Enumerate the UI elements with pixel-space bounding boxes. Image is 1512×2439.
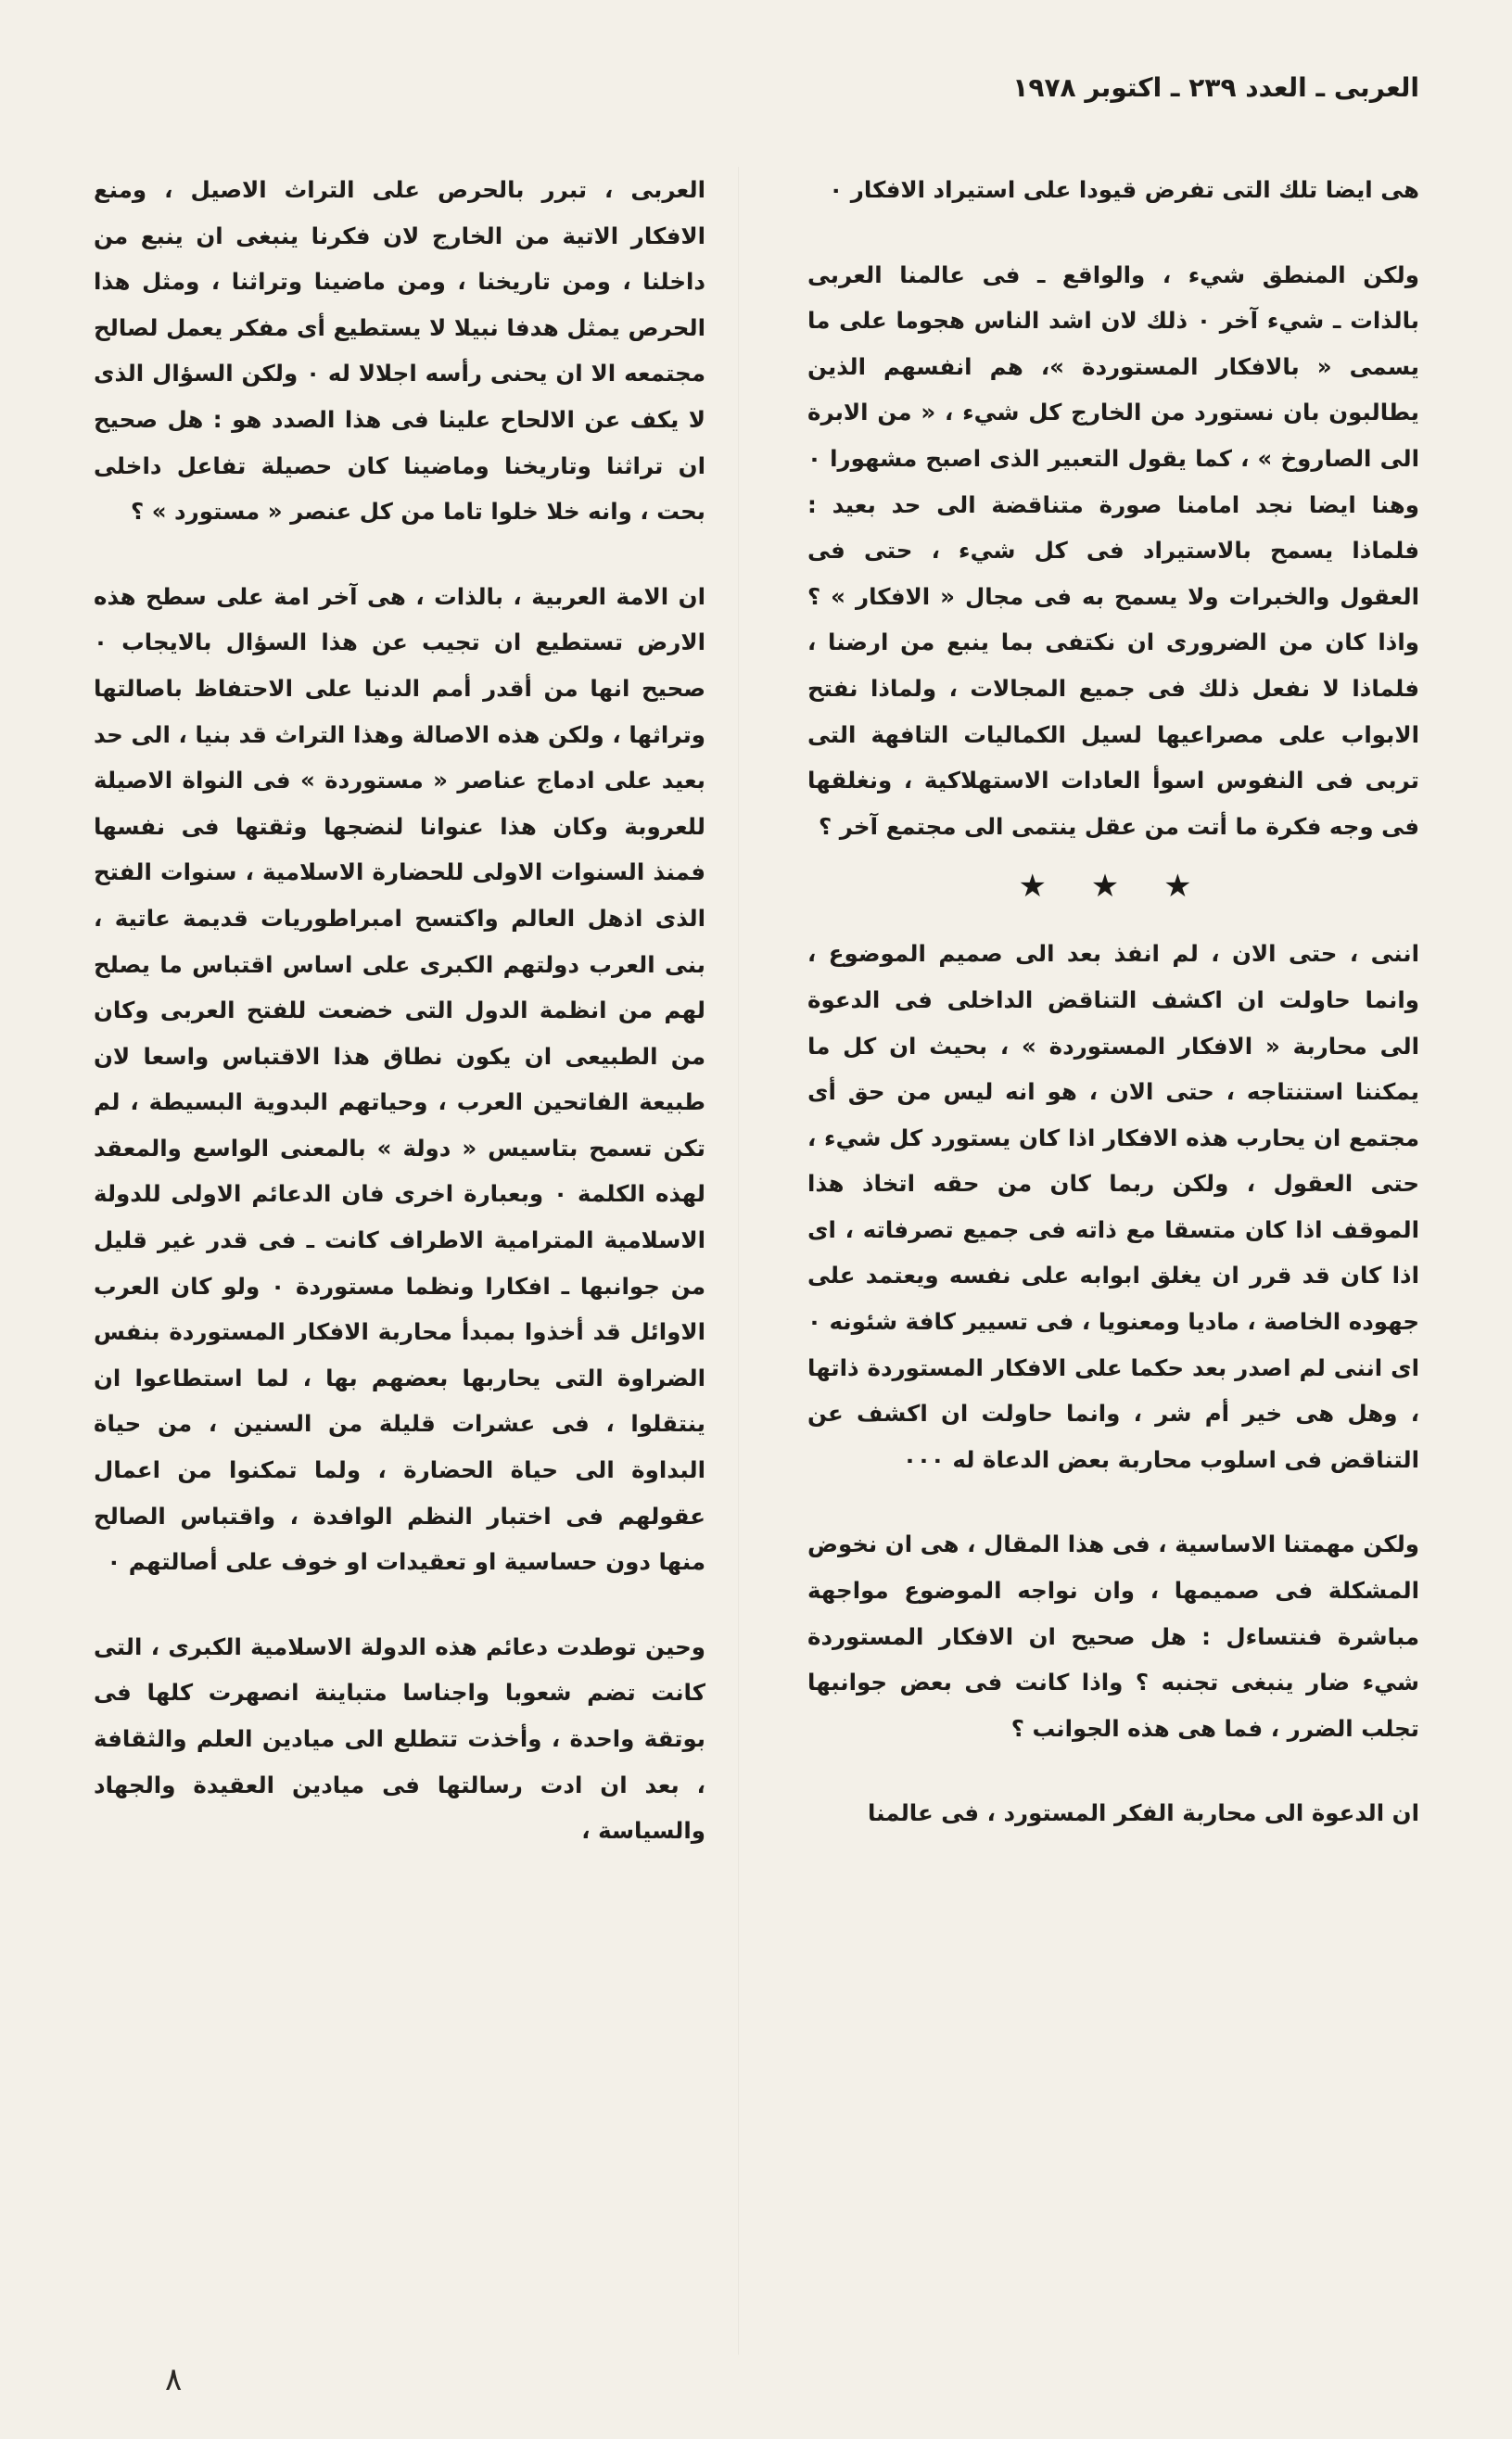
paragraph: ان الامة العربية ، بالذات ، هى آخر امة على سطح هذه الارض تستطيع ان تجيب عن هذا السؤال بالايجاب ٠ صحيح انها من أقدر أمم الدنيا على الاحتفاظ باصالتها وتراثها ، ولكن هذه الاصالة وهذا التراث قد بنيا ، الى حد بعيد على ادماج عناصر « مستوردة » فى النواة الاصيلة للعروبة وكان هذا عنوانا لنضجها وثقتها فى نفسها فمنذ السنوات الاولى للحضارة الاسلامية ، سنوات الفتح الذى اذهل العالم واكتسح امبراطوريات قديمة عاتية ، بنى العرب دولتهم الكبرى على اساس اقتباس ما يصلح لهم من انظمة الدول التى خضعت للفتح العربى وكان من الطبيعى ان يكون نطاق هذا الاقتباس واسعا لان طبيعة الفاتحين العرب ، وحياتهم البدوية البسيطة ، لم تكن تسمح بتاسيس « دولة » بالمعنى الواسع والمعقد لهذه الكلمة ٠ وبعبارة اخرى فان الدعائم الاولى للدولة الاسلامية المترامية الاطراف كانت ـ فى قدر غير قليل من جوانبها ـ افكارا ونظما مستوردة ٠ ولو كان العرب الاوائل قد أخذوا بمبدأ محاربة الافكار المستوردة بنفس الضراوة التى يحاربها بعضهم بها ، لما استطاعوا ان ينتقلوا ، فى عشرات قليلة من السنين ، من حياة البداوة الى حياة الحضارة ، ولما تمكنوا من اعمال عقولهم فى اختبار النظم الوافدة ، واقتباس الصالح منها دون حساسية او تعقيدات او خوف على أصالتهم ٠ (94, 582, 705, 1576)
paragraph-gap (94, 535, 705, 574)
paragraph: هى ايضا تلك التى تفرض قيودا على استيراد الافكار ٠ (829, 176, 1419, 203)
right-column (807, 167, 1419, 1836)
paragraph: ان الدعوة الى محاربة الفكر المستورد ، فى عالمنا (867, 1799, 1419, 1827)
column-divider (738, 167, 739, 2355)
paragraph: ولكن مهمتنا الاساسية ، فى هذا المقال ، هى ان نخوض المشكلة فى صميمها ، وان نواجه الموضوع مواجهة مباشرة فنتساءل : هل صحيح ان الافكار المستوردة شيء ضار ينبغى تجنبه ؟ واذا كانت فى بعض جوانبها تجلب الضرر ، فما هى هذه الجوانب ؟ (807, 1531, 1419, 1742)
paragraph: ولكن المنطق شيء ، والواقع ـ فى عالمنا العربى بالذات ـ شيء آخر ٠ ذلك لان اشد الناس هجوما على ما يسمى « بالافكار المستوردة »، هم انفسهم الذين يطالبون بان نستورد من الخارج كل شيء ، « من الابرة الى الصاروخ » ، كما يقول التعبير الذى اصبح مشهورا ٠ وهنا ايضا نجد امامنا صورة متناقضة الى حد بعيد : فلماذا يسمح بالاستيراد فى كل شيء ، حتى فى العقول والخبرات ولا يسمح به فى مجال « الافكار » ؟ واذا كان من الضرورى ان نكتفى بما ينبع من ارضنا ، فلماذا لا نفعل ذلك فى جميع المجالات ، ولماذا نفتح الابواب على مصراعيها لسيل الكماليات التافهة التى تربى فى النفوس اسوأ العادات الاستهلاكية ، ونغلقها فى وجه فكرة ما أتت من عقل ينتمى الى مجتمع آخر ؟ (807, 260, 1419, 840)
paragraph-gap (807, 213, 1419, 252)
star-separator: ★ ★ ★ (1018, 868, 1209, 906)
paragraph: اننى ، حتى الان ، لم انفذ بعد الى صميم الموضوع ، وانما حاولت ان اكشف التناقض الداخلى فى الدعوة الى محاربة « الافكار المستوردة » ، بحيث ان كل ما يمكننا استنتاجه ، حتى الان ، هو انه ليس من حق أى مجتمع ان يحارب هذه الافكار اذا كان يستورد كل شيء ، حتى العقول ، ولكن ربما كان من حقه اتخاذ هذا الموقف اذا كان متسقا مع ذاته فى جميع تصرفاته ، اى اذا كان قد قرر ان يغلق ابوابه على نفسه ويعتمد على جهوده الخاصة ، ماديا ومعنويا ، فى تسيير كافة شئونه ٠ اى اننى لم اصدر بعد حكما على الافكار المستوردة ذاتها ، وهل هى خير أم شر ، وانما حاولت ان اكشف عن التناقض فى اسلوب محاربة بعض الدعاة له ٠٠٠ (807, 940, 1419, 1473)
running-header: العربى ـ العدد ٢٣٩ ـ اكتوبر ١٩٧٨ (1012, 72, 1419, 103)
page-number: ٨ (165, 2361, 183, 2398)
paragraph-gap (94, 1585, 705, 1624)
paragraph-gap (807, 1751, 1419, 1790)
left-column (94, 167, 705, 1854)
paragraph: العربى ، تبرر بالحرص على التراث الاصيل ، ومنع الافكار الاتية من الخارج لان فكرنا ينبغى ان ينبع من داخلنا ، ومن تاريخنا ، ومن ماضينا وتراثنا ، ومثل هذا الحرص يمثل هدفا نبيلا لا يستطيع أى مفكر يعمل لصالح مجتمعه الا ان يحنى رأسه اجلالا له ٠ ولكن السؤال الذى لا يكف عن الالحاح علينا فى هذا الصدد هو : هل صحيح ان تراثنا وتاريخنا وماضينا كان حصيلة تفاعل داخلى بحت ، وانه خلا خلوا تاما من كل عنصر « مستورد » ؟ (94, 176, 706, 526)
paragraph: وحين توطدت دعائم هذه الدولة الاسلامية الكبرى ، التى كانت تضم شعوبا واجناسا متباينة انصهرت كلها فى بوتقة واحدة ، وأخذت تتطلع الى ميادين العلم والثقافة ، بعد ان ادت رسالتها فى ميادين العقيدة والجهاد والسياسة ، (94, 1632, 705, 1845)
paragraph-gap (807, 1482, 1419, 1521)
